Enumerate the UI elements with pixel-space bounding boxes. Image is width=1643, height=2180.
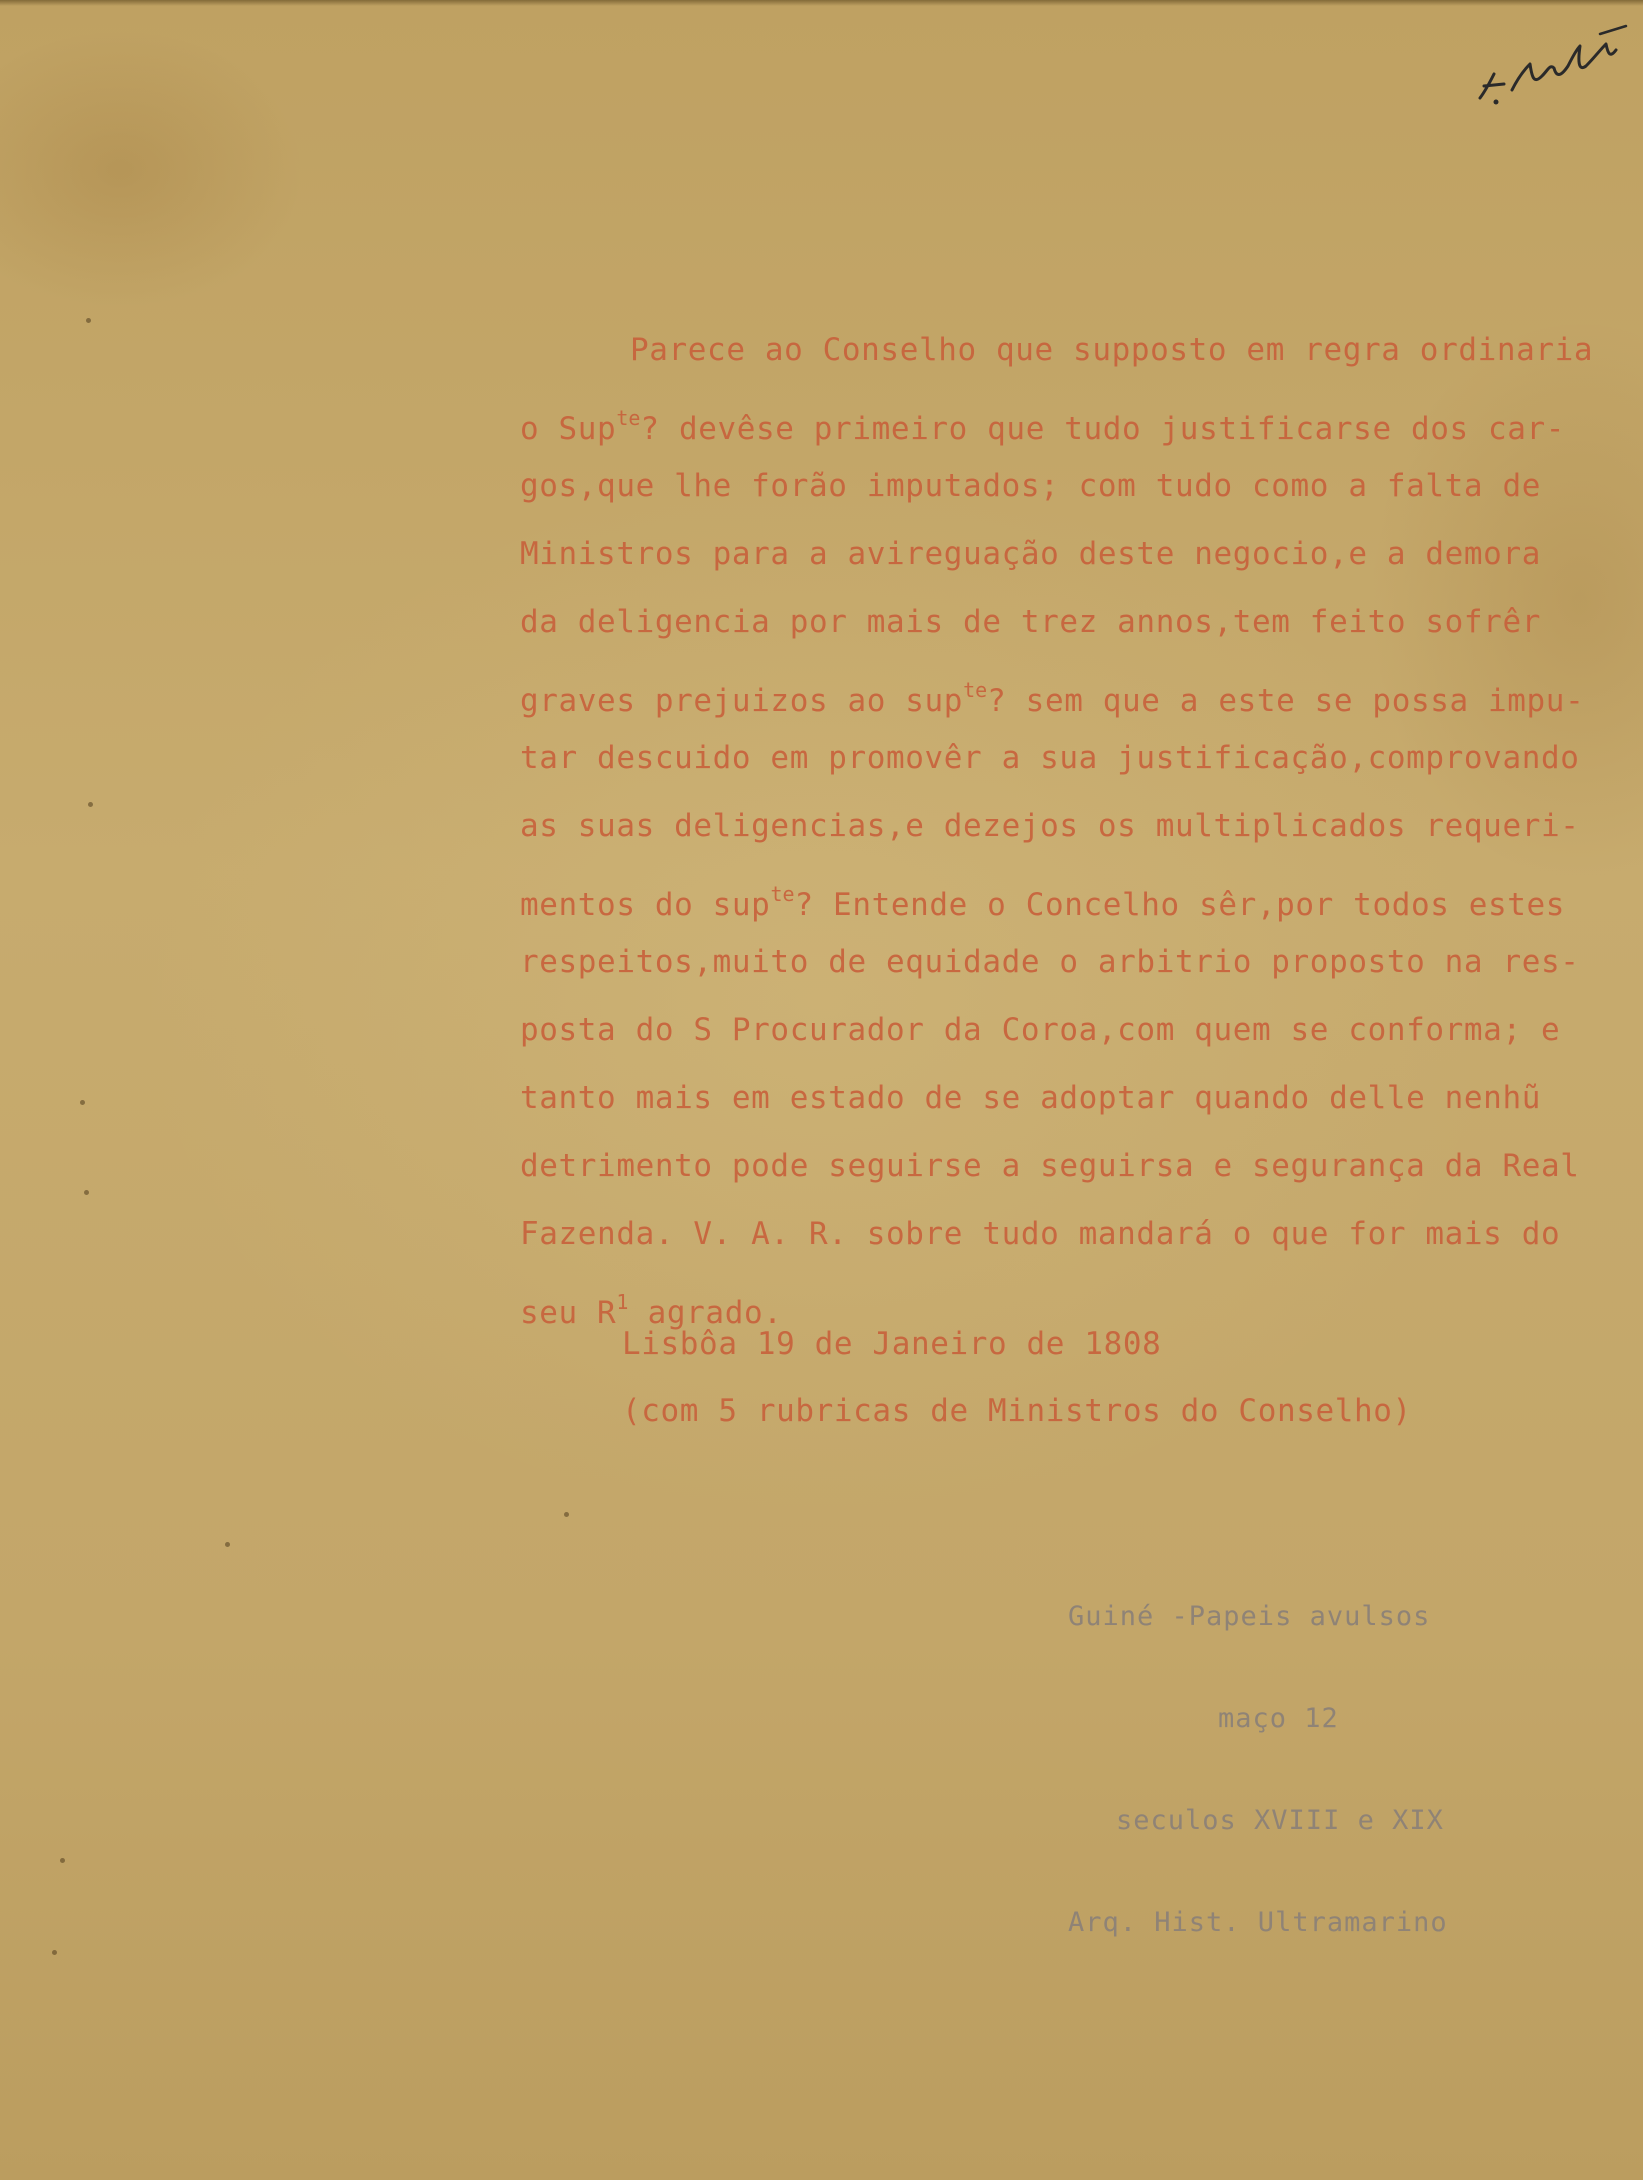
letter-line: o Sup$^{te}$? devêse primeiro que tudo justificarse dos car- [520,406,1566,447]
letter-line: da deligencia por mais de trez annos,tem feito sofrêr [520,604,1541,640]
superscript: 1 [616,1290,629,1314]
rubric-note: (com 5 rubricas de Ministros do Conselho) [622,1393,1412,1429]
paper-speck [225,1542,230,1547]
letter-line: mentos do sup$^{te}$? Entende o Concelho sêr,por todos estes [520,882,1566,923]
letter-line: Ministros para a avireguação deste negocio,e a demora [520,536,1541,572]
date-line: Lisbôa 19 de Janeiro de 1808 [622,1326,1162,1362]
letter-line: Parece ao Conselho que supposto em regra ordinaria [630,332,1594,368]
paper-speck [564,1512,569,1517]
letter-line: respeitos,muito de equidade o arbitrio proposto na res- [520,944,1580,980]
archive-line: maço 12 [1218,1703,1339,1734]
paper-speck [88,802,93,807]
superscript: te [616,406,641,430]
letter-line: seu $R^1$ agrado. [520,1290,783,1331]
archive-line: Guiné -Papeis avulsos [1068,1601,1431,1632]
paper-speck [80,1100,85,1105]
letter-line: tar descuido em promovêr a sua justificação,comprovando [520,740,1580,776]
letter-line: graves prejuizos ao sup$^{te}$? sem que a este se possa impu- [520,678,1585,719]
letter-line: Fazenda. V. A. R. sobre tudo mandará o que for mais do [520,1216,1561,1252]
paper-speck [84,1190,89,1195]
letter-body [520,316,1620,1336]
paper-speck [60,1858,65,1863]
letter-line: posta do S Procurador da Coroa,com quem se conforma; e [520,1012,1561,1048]
letter-line: gos,que lhe forão imputados; com tudo como a falta de [520,468,1541,504]
handwritten-signature [1460,20,1630,130]
archive-line: seculos XVIII e XIX [1116,1805,1444,1836]
paper-speck [86,318,91,323]
letter-line: detrimento pode seguirse a seguirsa e segurança da Real [520,1148,1580,1184]
letter-line: as suas deligencias,e dezejos os multiplicados requeri- [520,808,1580,844]
superscript: te [963,678,988,702]
page-edge [0,0,1643,6]
letter-line: tanto mais em estado de se adoptar quando delle nenhũ [520,1080,1541,1116]
archive-line: Arq. Hist. Ultramarino [1068,1907,1448,1938]
superscript: te [770,882,795,906]
archive-reference [1068,1532,1448,2008]
paper-speck [52,1950,57,1955]
